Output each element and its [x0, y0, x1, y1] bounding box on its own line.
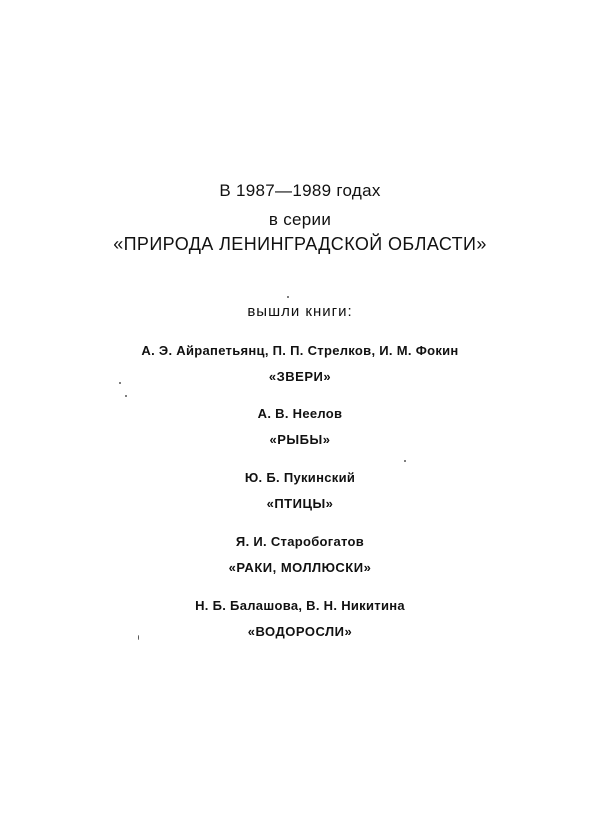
scan-speck	[125, 395, 127, 397]
scan-speck	[287, 296, 289, 298]
scan-speck	[404, 460, 406, 462]
series-title: «ПРИРОДА ЛЕНИНГРАДСКОЙ ОБЛАСТИ»	[113, 234, 487, 254]
series-intro: в серии	[268, 210, 332, 229]
book-title: «ПТИЦЫ»	[266, 496, 334, 511]
book-title: «РАКИ, МОЛЛЮСКИ»	[228, 560, 372, 575]
scan-speck	[119, 382, 121, 384]
book-authors: Н. Б. Балашова, В. Н. Никитина	[195, 598, 405, 613]
published-label: вышли книги:	[247, 303, 353, 320]
book-authors: А. В. Неелов	[257, 406, 343, 421]
years-heading: В 1987—1989 годах	[219, 181, 381, 200]
book-title: «РЫБЫ»	[269, 432, 331, 447]
book-title: «ВОДОРОСЛИ»	[247, 624, 353, 639]
book-authors: А. Э. Айрапетьянц, П. П. Стрелков, И. М. Фокин	[141, 343, 459, 358]
book-authors: Я. И. Старобогатов	[235, 534, 365, 549]
book-authors: Ю. Б. Пукинский	[244, 470, 356, 485]
scan-speck	[138, 635, 139, 640]
book-title: «ЗВЕРИ»	[268, 369, 332, 384]
